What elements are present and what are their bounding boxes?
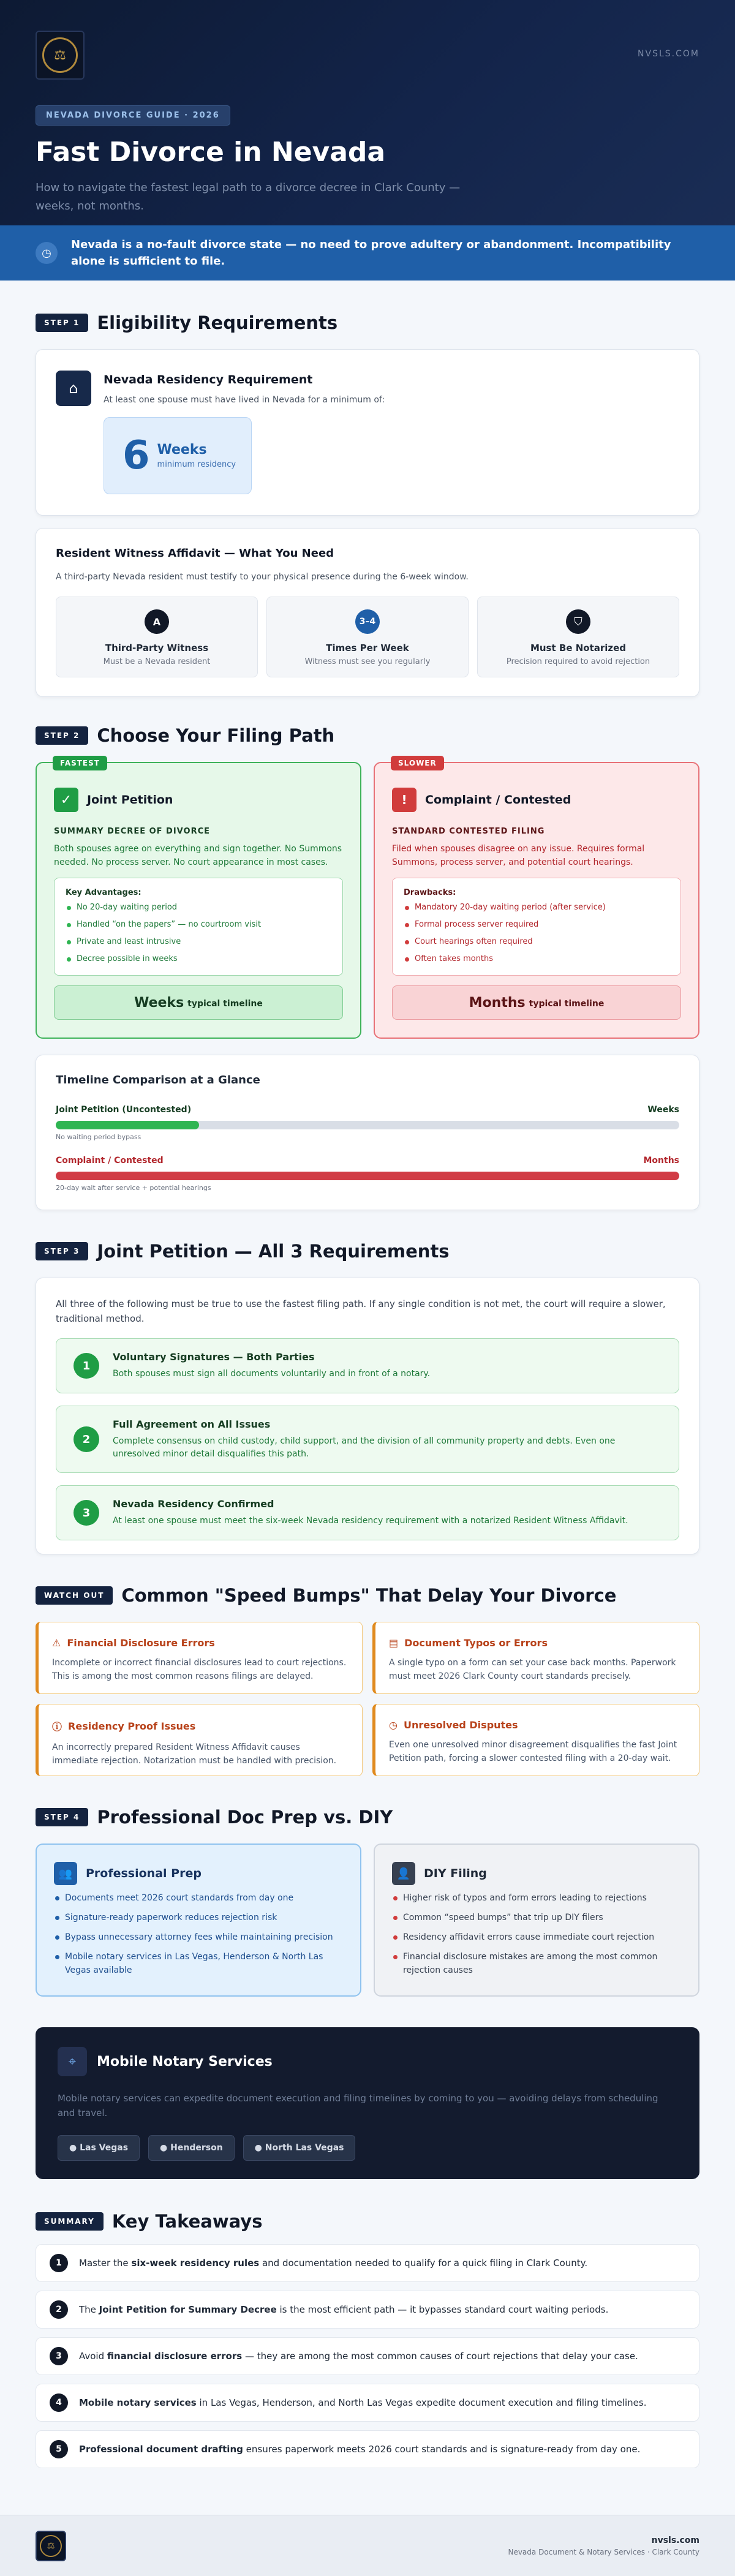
step2-section (0, 725, 735, 1210)
step-pill: WATCH OUT (36, 1586, 113, 1605)
pro-item: Signature-ready paperwork reduces rejection risk (54, 1911, 343, 1924)
seal-icon: ⚖ (42, 37, 78, 73)
residency-stat (104, 417, 252, 494)
section-title: Key Takeaways (111, 2211, 263, 2232)
pro-item: Bypass unnecessary attorney fees while maintaining precision (54, 1930, 343, 1944)
joint-title: Joint Petition (87, 793, 173, 807)
residency-caption: minimum residency (157, 460, 236, 469)
city-name: Las Vegas (80, 2143, 129, 2153)
section-title: Professional Doc Prep vs. DIY (97, 1807, 393, 1828)
diy-title: DIY Filing (424, 1867, 487, 1880)
notary-title: Mobile Notary Services (97, 2054, 273, 2069)
speed-bump-card (372, 1704, 699, 1776)
warning-icon: ⚠ (52, 1637, 61, 1649)
joint-bar-value: Weeks (647, 1105, 679, 1115)
comparison-title: Timeline Comparison at a Glance (56, 1074, 260, 1087)
step4-section (0, 1807, 735, 2179)
witness-badge: A (145, 609, 169, 634)
takeaway-item (36, 2244, 699, 2282)
diy-filing-card (374, 1843, 699, 1997)
step-pill: STEP 2 (36, 726, 88, 745)
requirements-intro: All three of the following must be true to use the fastest filing path. If any single condition is not met, the court will require a slower, traditional method. (56, 1298, 666, 1324)
joint-bar-fill (56, 1121, 199, 1129)
alert-icon: ! (392, 788, 417, 812)
users-icon: 👥 (54, 1862, 77, 1885)
takeaway-item (36, 2291, 699, 2329)
requirement-title: Nevada Residency Confirmed (113, 1498, 274, 1510)
step3-section (0, 1241, 735, 1554)
takeaway-number: 5 (50, 2440, 68, 2458)
city-name: Henderson (170, 2143, 223, 2153)
complaint-card (374, 759, 699, 1039)
witness-item (56, 597, 258, 677)
witness-title: Resident Witness Affidavit — What You Need (56, 547, 334, 560)
speed-bump-title: Document Typos or Errors (404, 1637, 548, 1649)
diy-item: Financial disclosure mistakes are among the most common rejection causes (392, 1950, 681, 1977)
complaint-bar-value: Months (643, 1156, 679, 1166)
takeaway-text: Professional document drafting ensures paperwork meets 2026 court standards and is signature-ready from day one. (79, 2444, 641, 2455)
speed-bump-title: Unresolved Disputes (403, 1719, 518, 1731)
complaint-bar-fill (56, 1172, 679, 1180)
timeline-comparison-card (36, 1055, 699, 1210)
takeaway-item (36, 2337, 699, 2375)
pro-title: Professional Prep (86, 1867, 202, 1880)
step-pill: STEP 1 (36, 314, 88, 332)
joint-timeline-bar (56, 1121, 679, 1129)
section-title: Eligibility Requirements (97, 312, 338, 333)
witness-item-desc: Must be a Nevada resident (103, 657, 211, 666)
witness-item (266, 597, 469, 677)
takeaway-number: 3 (50, 2347, 68, 2365)
notary-text: Mobile notary services can expedite document execution and filing timelines by coming to you — avoiding delays from scheduling and travel. (58, 2093, 658, 2118)
joint-timeline-value: Weeks (134, 995, 184, 1011)
site-domain[interactable]: NVSLS.COM (638, 49, 699, 59)
hero (0, 0, 735, 225)
city-chip[interactable]: ● Las Vegas (58, 2135, 140, 2161)
home-icon: ⌂ (56, 371, 91, 406)
joint-text: Both spouses agree on everything and sign together. No Summons needed. No process server. No court appearance in most cases. (54, 844, 342, 867)
pro-item: Mobile notary services in Las Vegas, Henderson & North Las Vegas available (54, 1950, 343, 1977)
city-name: North Las Vegas (265, 2143, 344, 2153)
advantage-item: No 20-day waiting period (66, 901, 331, 914)
takeaway-number: 4 (50, 2393, 68, 2412)
timeline-caption: typical timeline (529, 999, 605, 1009)
professional-prep-card (36, 1843, 361, 1997)
speed-bump-card (372, 1622, 699, 1694)
watch-out-section (0, 1585, 735, 1776)
residency-title: Nevada Residency Requirement (104, 373, 313, 386)
drawback-item: Often takes months (404, 952, 669, 966)
step-pill: SUMMARY (36, 2212, 104, 2231)
takeaway-text: The Joint Petition for Summary Decree is the most efficient path — it bypasses standard court waiting periods. (79, 2304, 609, 2315)
person-icon: 👤 (392, 1862, 415, 1885)
section-title: Common "Speed Bumps" That Delay Your Divorce (121, 1585, 617, 1606)
requirements-card (36, 1278, 699, 1554)
summary-section (0, 2211, 735, 2468)
mobile-notary-card (36, 2027, 699, 2179)
requirement-text: Both spouses must sign all documents voluntarily and in front of a notary. (113, 1369, 431, 1379)
witness-item-desc: Precision required to avoid rejection (506, 657, 650, 666)
advantage-item: Handled “on the papers” — no courtroom visit (66, 918, 331, 932)
speed-bump-text: A single typo on a form can set your case back months. Paperwork must meet 2026 Clark County court standards precisely. (389, 1658, 676, 1681)
witness-badge: 3–4 (355, 609, 380, 634)
footer-domain[interactable]: nvsls.com (651, 2535, 699, 2545)
footer-logo (36, 2531, 66, 2561)
speed-bump-card (36, 1704, 363, 1776)
document-icon: ▤ (389, 1637, 399, 1649)
residency-unit: Weeks (157, 442, 207, 458)
speed-bump-title: Residency Proof Issues (68, 1720, 196, 1732)
drawback-item: Formal process server required (404, 918, 669, 932)
section-title: Choose Your Filing Path (97, 725, 335, 746)
joint-petition-card (36, 759, 361, 1039)
complaint-timeline-value: Months (469, 995, 526, 1011)
speed-bump-text: Even one unresolved minor disagreement disqualifies the fast Joint Petition path, forcing a slower contested filing with a 20-day wait. (389, 1740, 677, 1763)
joint-subtitle: SUMMARY DECREE OF DIVORCE (54, 827, 211, 836)
joint-timeline (54, 985, 343, 1020)
advantage-item: Decree possible in weeks (66, 952, 331, 966)
diy-item: Higher risk of typos and form errors leading to rejections (392, 1891, 681, 1905)
witness-item-title: Third-Party Witness (105, 642, 209, 653)
complaint-text: Filed when spouses disagree on any issue. Requires formal Summons, process server, and potential court hearings. (392, 844, 645, 867)
drawback-item: Mandatory 20-day waiting period (after service) (404, 901, 669, 914)
witness-text: A third-party Nevada resident must testify to your physical presence during the 6-week window. (56, 572, 469, 582)
requirement-item (56, 1485, 679, 1540)
takeaway-number: 1 (50, 2254, 68, 2272)
location-pin-icon: ⌖ (58, 2047, 87, 2076)
page-title: Fast Divorce in Nevada (36, 137, 386, 168)
witness-item-title: Must Be Notarized (530, 642, 627, 653)
speed-bump-text: Incomplete or incorrect financial disclosures lead to court rejections. This is among the most common reasons filings are delayed. (52, 1658, 347, 1681)
banner-text: Nevada is a no-fault divorce state — no need to prove adultery or abandonment. Incompatibility alone is sufficient to file. (71, 238, 671, 268)
takeaway-number: 2 (50, 2300, 68, 2319)
complaint-timeline (392, 985, 681, 1020)
pro-item: Documents meet 2026 court standards from day one (54, 1891, 343, 1905)
complaint-drawbacks (392, 878, 681, 976)
info-icon: ⓘ (52, 1721, 62, 1733)
step-pill: STEP 3 (36, 1242, 88, 1260)
residency-number: 6 (123, 433, 150, 478)
joint-advantages (54, 878, 343, 976)
witness-item-desc: Witness must see you regularly (304, 657, 431, 666)
fastest-badge: FASTEST (53, 756, 107, 770)
speed-bump-text: An incorrectly prepared Resident Witness Affidavit causes immediate rejection. Notarization must be handled with precision. (52, 1742, 337, 1766)
footer (0, 2515, 735, 2576)
residency-text: At least one spouse must have lived in Nevada for a minimum of: (104, 395, 385, 405)
guide-tag: NEVADA DIVORCE GUIDE · 2026 (36, 105, 230, 126)
residency-card (36, 349, 699, 516)
complaint-subtitle: STANDARD CONTESTED FILING (392, 827, 545, 836)
complaint-timeline-bar (56, 1172, 679, 1180)
requirement-item (56, 1406, 679, 1473)
takeaway-text: Mobile notary services in Las Vegas, Henderson, and North Las Vegas expedite document execution and filing timelines. (79, 2397, 647, 2408)
step1-section (0, 312, 735, 697)
diy-item: Common “speed bumps” that trip up DIY filers (392, 1911, 681, 1924)
clock-icon: ◷ (36, 242, 58, 264)
takeaway-item (36, 2430, 699, 2468)
advantage-item: Private and least intrusive (66, 935, 331, 949)
witness-item (477, 597, 679, 677)
requirement-number: 1 (74, 1353, 99, 1379)
takeaway-item (36, 2384, 699, 2422)
complaint-title: Complaint / Contested (425, 793, 571, 807)
shield-icon: ⛉ (566, 609, 590, 634)
advantages-title: Key Advantages: (66, 888, 141, 897)
city-chip[interactable]: ● North Las Vegas (243, 2135, 356, 2161)
requirement-item (56, 1338, 679, 1393)
complaint-bar-label: Complaint / Contested (56, 1156, 164, 1166)
witness-card (36, 528, 699, 697)
section-title: Joint Petition — All 3 Requirements (97, 1241, 450, 1262)
timeline-caption: typical timeline (187, 999, 263, 1009)
diy-item: Residency affidavit errors cause immediate court rejection (392, 1930, 681, 1944)
complaint-bar-note: 20-day wait after service + potential hearings (56, 1184, 211, 1192)
witness-item-title: Times Per Week (326, 642, 409, 653)
requirement-title: Voluntary Signatures — Both Parties (113, 1351, 315, 1363)
clock-icon: ◷ (389, 1719, 398, 1731)
slower-badge: SLOWER (391, 756, 444, 770)
requirement-title: Full Agreement on All Issues (113, 1418, 271, 1430)
joint-bar-label: Joint Petition (Uncontested) (56, 1105, 192, 1115)
drawback-item: Court hearings often required (404, 935, 669, 949)
requirement-number: 3 (74, 1500, 99, 1526)
requirement-text: Complete consensus on child custody, child support, and the division of all community property and debts. Even one unresolved minor detail disqualifies this path. (113, 1436, 616, 1459)
speed-bump-title: Financial Disclosure Errors (67, 1637, 215, 1649)
drawbacks-title: Drawbacks: (404, 888, 456, 897)
requirement-text: At least one spouse must meet the six-week Nevada residency requirement with a notarized Resident Witness Affidavit. (113, 1516, 628, 1526)
takeaway-text: Avoid financial disclosure errors — they are among the most common causes of court rejections that delay your case. (79, 2351, 638, 2362)
checkmark-icon: ✓ (54, 788, 78, 812)
seal-icon: ⚖ (40, 2535, 62, 2557)
speed-bump-card (36, 1622, 363, 1694)
takeaway-text: Master the six-week residency rules and documentation needed to qualify for a quick filing in Clark County. (79, 2258, 588, 2269)
city-chip[interactable]: ● Henderson (148, 2135, 235, 2161)
step-pill: STEP 4 (36, 1808, 88, 1826)
requirement-number: 2 (74, 1426, 99, 1452)
page-subtitle: How to navigate the fastest legal path to a divorce decree in Clark County — weeks, not months. (36, 181, 461, 213)
joint-bar-note: No waiting period bypass (56, 1133, 141, 1141)
footer-tagline: Nevada Document & Notary Services · Clark County (508, 2547, 699, 2556)
logo (36, 31, 85, 80)
no-fault-banner (0, 225, 735, 281)
